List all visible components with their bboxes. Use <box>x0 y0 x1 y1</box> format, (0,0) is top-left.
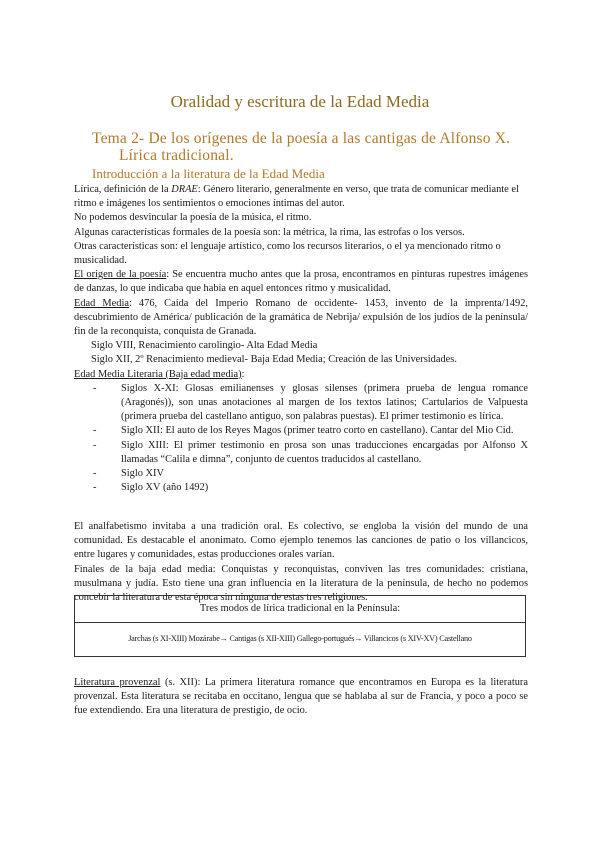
list-item: - Siglo XIII: El primer testimonio en prosa son unas traducciones encargadas por Alfonso X llamadas “Calila e dimna”, conjunto de cuentos traducidos al castellano. <box>91 439 528 467</box>
provenzal-label: Literatura provenzal <box>74 677 161 688</box>
box-content: Jarchas (s XI-XIII) Mozárabe→ Cantigas (s XII-XIII) Gallego-portugués→ Villancicos (s XIV-XV) Castellano <box>128 634 472 643</box>
paragraph-edad-literaria <box>74 368 528 382</box>
paragraph-no-podemos: No podemos desvincular la poesía de la música, el ritmo. <box>74 212 312 224</box>
paragraph-lirica-definition <box>74 183 528 211</box>
edad-media-text: : 476, Caída del Imperio Romano de occidente- 1453, invento de la imprenta/1492, descubrimiento de América/ publicación de la gramática de Nebrija/ expulsión de los judíos de la península/ fin de la reconquista, conquista de Granada. <box>74 297 528 338</box>
edad-literaria-label: Edad Media Literaria (Baja edad media) <box>74 368 242 380</box>
subsection-heading-intro: Introducción a la literatura de la Edad Media <box>92 166 325 181</box>
list-item: - Siglo XV (año 1492) <box>91 481 528 495</box>
centuries-list <box>74 382 528 496</box>
paragraph-provenzal <box>74 676 528 719</box>
lirica-def-text: : Género literario, generalmente en verso, que trata de comunicar mediante el ritmo e imágenes los sentimientos o emociones íntimas del autor. <box>74 184 519 210</box>
paragraph-analfabetismo: El analfabetismo invitaba a una tradición oral. Es colectivo, se engloba la visión del mundo de una comunidad. Es destacable el anonimato. Como ejemplo tenemos las canciones de patio o los villancicos, entre lugares y comunidades, estas producciones orales varían. <box>74 521 528 561</box>
origen-text: : Se encuentra mucho antes que la prosa, encontramos en pinturas rupestres imágenes de danzas, lo que indicaba que había en aquel entonces ritmo y musicalidad. <box>74 269 528 295</box>
body-block-2 <box>74 520 528 605</box>
lirica-modes-box <box>74 595 526 657</box>
paragraph-edad-media <box>74 297 528 340</box>
list-item: - Siglo XIV <box>91 467 528 481</box>
document-title: Oralidad y escritura de la Edad Media <box>170 92 430 111</box>
paragraph-origen <box>74 268 528 296</box>
body-block-1 <box>74 183 528 495</box>
box-header: Tres modos de lírica tradicional en la Península: <box>75 596 525 623</box>
drae-italic: DRAE <box>171 184 198 195</box>
paragraph-otras: Otras características son: el lenguaje artístico, como los recursos literarios, o el ya mencionado ritmo o musicalidad. <box>74 240 501 267</box>
edad-literaria-colon: : <box>241 368 245 380</box>
paragraph-siglo-viii: Siglo VIII, Renacimiento carolingio- Alta Edad Media <box>91 340 318 352</box>
body-block-3 <box>74 676 528 719</box>
origen-label: El origen de la poesía <box>74 269 167 281</box>
paragraph-siglo-xii: Siglo XII, 2º Renacimiento medieval- Baja Edad Media; Creación de las Universidades. <box>91 354 457 366</box>
lirica-def-prefix: Lírica, definición de la <box>74 184 172 195</box>
edad-media-label: Edad Media <box>74 297 129 309</box>
list-item: - Siglos X-XI: Glosas emilianenses y glosas silenses (primera prueba de lengua romance (Aragonés)), son unas anotaciones al margen de los textos latinos; Cartularios de Valpuesta (primera prueba del castellano antiguo, son palabras puestas). El primer testimonio es lírica. <box>91 382 528 425</box>
provenzal-text: (s. XII): La primera literatura romance que encontramos en Europa es la literatura provenzal. Esta literatura se recitaba en occitano, lengua que se hablaba al sur de Francia, y poco a poco se fue extendiendo. Era una literatura de prestigio, de ocio. <box>74 677 528 717</box>
section-heading-tema <box>92 130 532 164</box>
tema-heading-line2: Lírica tradicional. <box>119 147 234 164</box>
list-item: - Siglo XII: El auto de los Reyes Magos (primer teatro corto en castellano). Cantar del Mio Cid. <box>91 424 528 438</box>
paragraph-finales: Finales de la baja edad media: Conquistas y reconquistas, conviven las tres comunidades: cristiana, musulmana y judía. Esto tiene una gran influencia en la literatura de la península, de hecho no podemos concebir la literatura de esta época sin ninguna de estas tres religiones. <box>74 563 528 604</box>
tema-heading-line1: Tema 2- De los orígenes de la poesía a las cantigas de Alfonso X. <box>92 130 511 147</box>
paragraph-algunas: Algunas características formales de la poesía son: la métrica, la rima, las estrofas o los versos. <box>74 226 465 238</box>
